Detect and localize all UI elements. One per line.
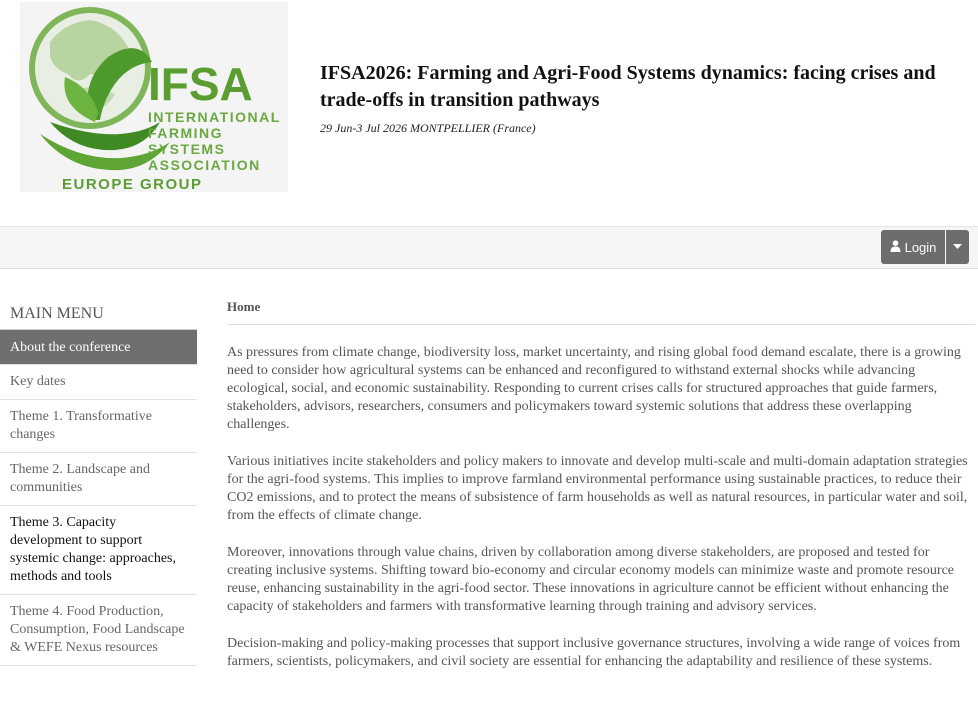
breadcrumb: Home	[227, 297, 975, 325]
main-content	[227, 297, 975, 671]
site-header	[0, 0, 978, 225]
ifsa-logo[interactable]	[20, 2, 288, 192]
login-label: Login	[904, 239, 937, 255]
menu-item-about[interactable]: About the conference	[0, 330, 197, 365]
login-dropdown-toggle[interactable]	[946, 230, 969, 264]
svg-text:INTERNATIONAL: INTERNATIONAL	[148, 109, 281, 125]
menu-item-key-dates[interactable]: Key dates	[0, 365, 197, 400]
menu-item-theme-1[interactable]: Theme 1. Transformative changes	[0, 400, 197, 453]
user-icon	[890, 240, 901, 255]
main-menu	[0, 297, 197, 666]
svg-text:FARMING: FARMING	[148, 125, 224, 141]
main-menu-heading: MAIN MENU	[0, 297, 197, 330]
conference-date: 29 Jun-3 Jul 2026 MONTPELLIER (France)	[320, 121, 536, 135]
svg-text:SYSTEMS: SYSTEMS	[148, 141, 226, 157]
top-navbar	[0, 226, 978, 269]
login-button[interactable]	[881, 230, 945, 264]
svg-text:EUROPE GROUP: EUROPE GROUP	[62, 176, 203, 192]
paragraph-initiatives: Various initiatives incite stakeholders and policy makers to innovate and develop multi-scale and multi-domain adaptation strategies for the agri-food systems. This implies to improve farmland environmental performance using sustainable practices, to reduce their CO2 emissions, and to protect the means of subsistence of farm households as well as natural resources, in particular water and soil, from the effects of climate change.	[227, 454, 968, 523]
menu-item-theme-2[interactable]: Theme 2. Landscape and communities	[0, 453, 197, 506]
logo-acronym: IFSA	[148, 58, 253, 110]
paragraph-innovations: Moreover, innovations through value chains, driven by collaboration among diverse stakeholders, are proposed and tested for creating inclusive systems. Shifting toward bio-economy and circular economy models can minimize waste and promote resource reuse, enhancing sustainability in the agri-food sector. These innovations in agriculture cannot be efficient without enhancing the capacity of stakeholders and farmers with transformative learning through training and advisory services.	[227, 545, 955, 614]
menu-item-theme-4[interactable]: Theme 4. Food Production, Consumption, Food Landscape & WEFE Nexus resources	[0, 595, 197, 666]
intro-paragraph: As pressures from climate change, biodiversity loss, market uncertainty, and rising global food demand escalate, there is a growing need to consider how agricultural systems can be enhanced and reconfigured to withstand external shocks while advancing ecological, social, and economic sustainability. Responding to current crises calls for structured approaches that guide farmers, stakeholders, advisors, researchers, consumers and policymakers toward systemic solutions that address these overlapping challenges.	[227, 345, 961, 432]
svg-text:ASSOCIATION: ASSOCIATION	[148, 157, 261, 173]
paragraph-governance: Decision-making and policy-making processes that support inclusive governance structures, involving a wide range of voices from farmers, scientists, policymakers, and civil society are essential for enhancing the adaptability and resilience of these systems.	[227, 636, 961, 669]
menu-item-theme-3[interactable]: Theme 3. Capacity development to support systemic change: approaches, methods and tools	[0, 506, 197, 595]
page-title: IFSA2026: Farming and Agri-Food Systems dynamics: facing crises and trade-offs in transition pathways	[320, 62, 936, 111]
caret-down-icon	[953, 242, 962, 252]
